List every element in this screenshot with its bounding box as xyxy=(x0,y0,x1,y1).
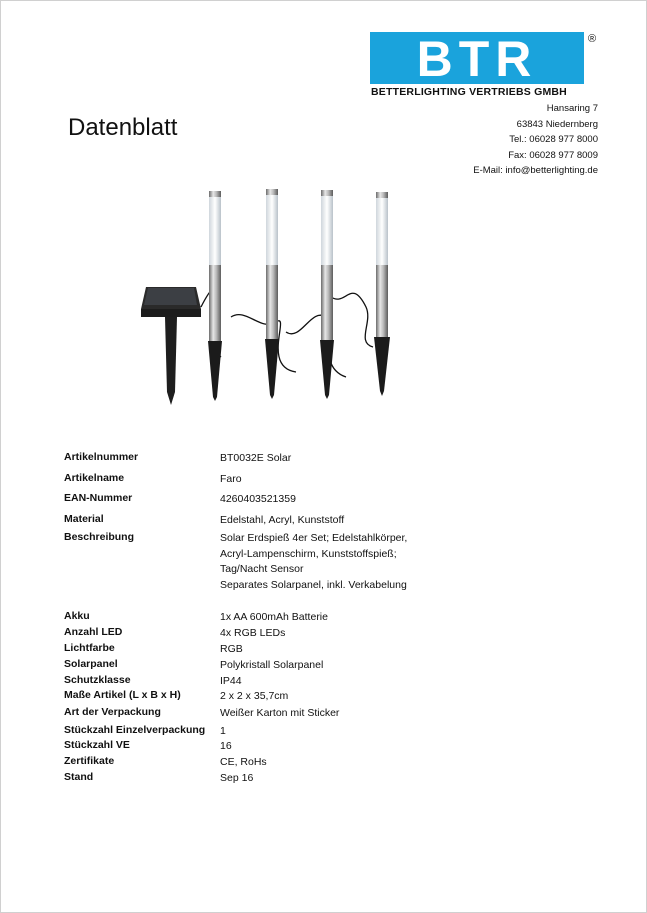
spec-label: Stückzahl VE xyxy=(64,739,130,751)
address-street: Hansaring 7 xyxy=(546,103,598,114)
spec-row-artikelnummer xyxy=(64,451,584,472)
page-title: Datenblatt xyxy=(68,114,178,141)
description-line: Tag/Nacht Sensor xyxy=(220,563,304,575)
spec-label: Stückzahl Einzelverpackung xyxy=(64,724,206,736)
stake-light-3 xyxy=(320,190,334,399)
spec-value: Polykristall Solarpanel xyxy=(220,659,324,671)
spec-label: Akku xyxy=(64,610,90,622)
spec-label: Schutzklasse xyxy=(64,674,131,686)
spec-label: Artikelnummer xyxy=(64,451,139,463)
spec-label: Anzahl LED xyxy=(64,626,123,638)
spec-value: 1x AA 600mAh Batterie xyxy=(220,611,328,623)
spec-row-lichtfarbe xyxy=(64,642,584,658)
spec-value: IP44 xyxy=(220,675,242,687)
spec-row-ean xyxy=(64,492,584,513)
spec-row-solarpanel xyxy=(64,658,584,674)
spec-value: Sep 16 xyxy=(220,772,254,784)
company-name: BETTERLIGHTING VERTRIEBS GMBH xyxy=(371,86,567,98)
spec-value: 2 x 2 x 35,7cm xyxy=(220,690,289,702)
spec-label: Beschreibung xyxy=(64,531,135,543)
spec-value: 4260403521359 xyxy=(220,493,296,505)
spec-row-stand xyxy=(64,771,584,787)
address-fax: Fax: 06028 977 8009 xyxy=(508,149,598,161)
stake-light-2 xyxy=(265,189,279,399)
spec-value: 4x RGB LEDs xyxy=(220,627,286,639)
product-image xyxy=(111,157,439,425)
spec-label: Art der Verpackung xyxy=(64,706,161,718)
spec-value xyxy=(220,531,584,610)
spec-label: Lichtfarbe xyxy=(64,642,115,654)
spec-value: CE, RoHs xyxy=(220,756,267,768)
spec-value: 16 xyxy=(220,740,232,752)
spec-value: Weißer Karton mit Sticker xyxy=(220,707,340,719)
logo-text: BTR xyxy=(416,32,538,84)
description-line: Acryl-Lampenschirm, Kunststoffspieß; xyxy=(220,547,397,560)
address-block xyxy=(473,101,598,179)
description-line: Separates Solarpanel, inkl. Verkabelung xyxy=(220,578,407,591)
stake-light-1 xyxy=(208,191,222,401)
spec-label: Maße Artikel (L x B x H) xyxy=(64,689,181,701)
spec-row-stueckzahl-ve xyxy=(64,739,584,755)
spec-value: Edelstahl, Acryl, Kunststoff xyxy=(220,514,345,526)
spec-label: Zertifikate xyxy=(64,755,115,767)
spec-value: Faro xyxy=(220,473,242,485)
spec-row-akku xyxy=(64,610,584,626)
spec-row-schutzklasse xyxy=(64,674,584,689)
registered-mark: ® xyxy=(587,33,597,45)
spec-table xyxy=(64,451,584,787)
address-city: 63843 Niedernberg xyxy=(516,118,598,130)
spec-value: BT0032E Solar xyxy=(220,452,292,464)
description-line: Solar Erdspieß 4er Set; Edelstahlkörper, xyxy=(220,532,408,544)
spec-row-masse xyxy=(64,689,584,706)
spec-label: Material xyxy=(64,513,104,525)
spec-row-zertifikate xyxy=(64,755,584,771)
spec-row-einzelverpackung xyxy=(64,724,584,739)
address-email: E-Mail: info@betterlighting.de xyxy=(473,165,598,176)
spec-row-beschreibung xyxy=(64,531,584,610)
spec-label: Stand xyxy=(64,771,94,783)
spec-row-anzahl-led xyxy=(64,626,584,642)
spec-label: Artikelname xyxy=(64,472,125,484)
spec-row-artikelname xyxy=(64,472,584,492)
spec-value: RGB xyxy=(220,643,243,655)
btr-logo xyxy=(370,32,598,84)
spec-row-material xyxy=(64,513,584,531)
spec-row-verpackung xyxy=(64,706,584,724)
address-tel: Tel.: 06028 977 8000 xyxy=(509,134,598,145)
spec-value: 1 xyxy=(220,725,226,737)
solar-panel xyxy=(141,287,201,405)
spec-label: EAN-Nummer xyxy=(64,492,133,504)
spec-label: Solarpanel xyxy=(64,658,118,670)
stake-light-4 xyxy=(374,192,390,396)
